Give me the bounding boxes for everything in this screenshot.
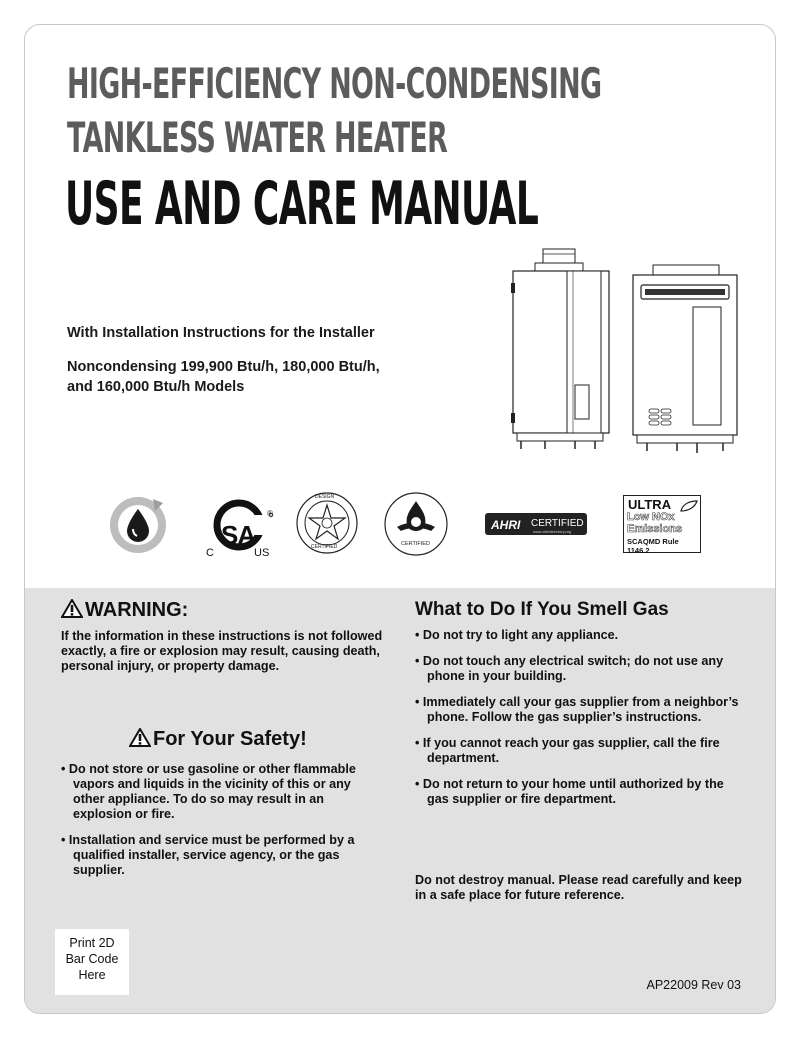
- heater-side-view-illustration: [505, 243, 619, 455]
- ultra-line2: Emissions: [627, 523, 683, 535]
- ahri-url: www.ahridirectory.org: [533, 529, 572, 534]
- subtitle-installation: With Installation Instructions for the Installer: [67, 325, 375, 341]
- barcode-line3: Here: [78, 968, 106, 982]
- barcode-line2: Bar Code: [65, 952, 119, 966]
- csa-us-label: US: [254, 547, 270, 559]
- csa-registered-mark: ®: [267, 509, 273, 518]
- water-drop-recycle-icon: [105, 491, 171, 557]
- safety-item: • Installation and service must be performed by a qualified installer, service agency, or the gas supplier.: [61, 833, 355, 877]
- safety-item: • Do not store or use gasoline or other flammable vapors and liquids in the vicinity of this or any other appliance. To do so may result in an explosion or fire.: [61, 762, 356, 821]
- ahri-certified-label: CERTIFIED: [531, 518, 584, 529]
- star-top-label: DESIGN: [315, 494, 335, 500]
- certification-logos: [103, 491, 703, 561]
- ahri-label: AHRI: [491, 518, 521, 532]
- leaf-icon: [679, 499, 699, 513]
- safety-list: [61, 762, 385, 889]
- gas-item: • Do not return to your home until authorized by the gas supplier or fire department.: [415, 777, 724, 806]
- title-line3: USE AND CARE MANUAL: [65, 169, 539, 239]
- star-bottom-label: CERTIFIED: [311, 544, 338, 550]
- subtitle-models-line2: and 160,000 Btu/h Models: [67, 379, 245, 395]
- flame-certified-label: CERTIFIED: [401, 541, 430, 547]
- gas-item: • Do not try to light any appliance.: [415, 628, 619, 642]
- ultra-title: ULTRA: [628, 497, 672, 512]
- heater-front-view-illustration: [627, 263, 743, 455]
- revision-code: AP22009 Rev 03: [646, 978, 741, 992]
- warning-heading-text: WARNING:: [85, 599, 189, 621]
- gas-list: [415, 628, 741, 818]
- manual-cover: [24, 24, 776, 1014]
- title-line2: TANKLESS WATER HEATER: [67, 113, 448, 162]
- barcode-placeholder: [55, 929, 129, 995]
- gas-item: • Do not touch any electrical switch; do not use any phone in your building.: [415, 654, 724, 683]
- csa-letters: SA: [221, 520, 256, 550]
- gas-item: • If you cannot reach your gas supplier, call the fire department.: [415, 736, 720, 765]
- barcode-line1: Print 2D: [69, 936, 115, 950]
- safety-heading: [129, 728, 307, 751]
- title-line1: HIGH-EFFICIENCY NON-CONDENSING: [67, 59, 602, 108]
- ultra-rule: SCAQMD Rule 1146.2: [627, 537, 679, 555]
- flame-certified-icon: [383, 491, 449, 557]
- csa-c-label: C: [206, 547, 214, 559]
- safety-heading-text: For Your Safety!: [153, 728, 307, 750]
- warning-heading: [61, 599, 188, 622]
- subtitle-models-line1: Noncondensing 199,900 Btu/h, 180,000 Btu/h,: [67, 359, 380, 375]
- gas-item: • Immediately call your gas supplier from a neighbor’s phone. Follow the gas supplier’s instructions.: [415, 695, 739, 724]
- keep-manual-notice: Do not destroy manual. Please read carefully and keep in a safe place for future reference.: [415, 873, 742, 902]
- safety-triangle-icon: [129, 728, 151, 747]
- warning-triangle-icon: [61, 599, 83, 618]
- gas-heading: What to Do If You Smell Gas: [415, 599, 669, 620]
- ultra-line1: Low NOx: [627, 511, 675, 523]
- warning-text: If the information in these instructions is not followed exactly, a fire or explosion may result, causing death, personal injury, or property damage.: [61, 629, 383, 673]
